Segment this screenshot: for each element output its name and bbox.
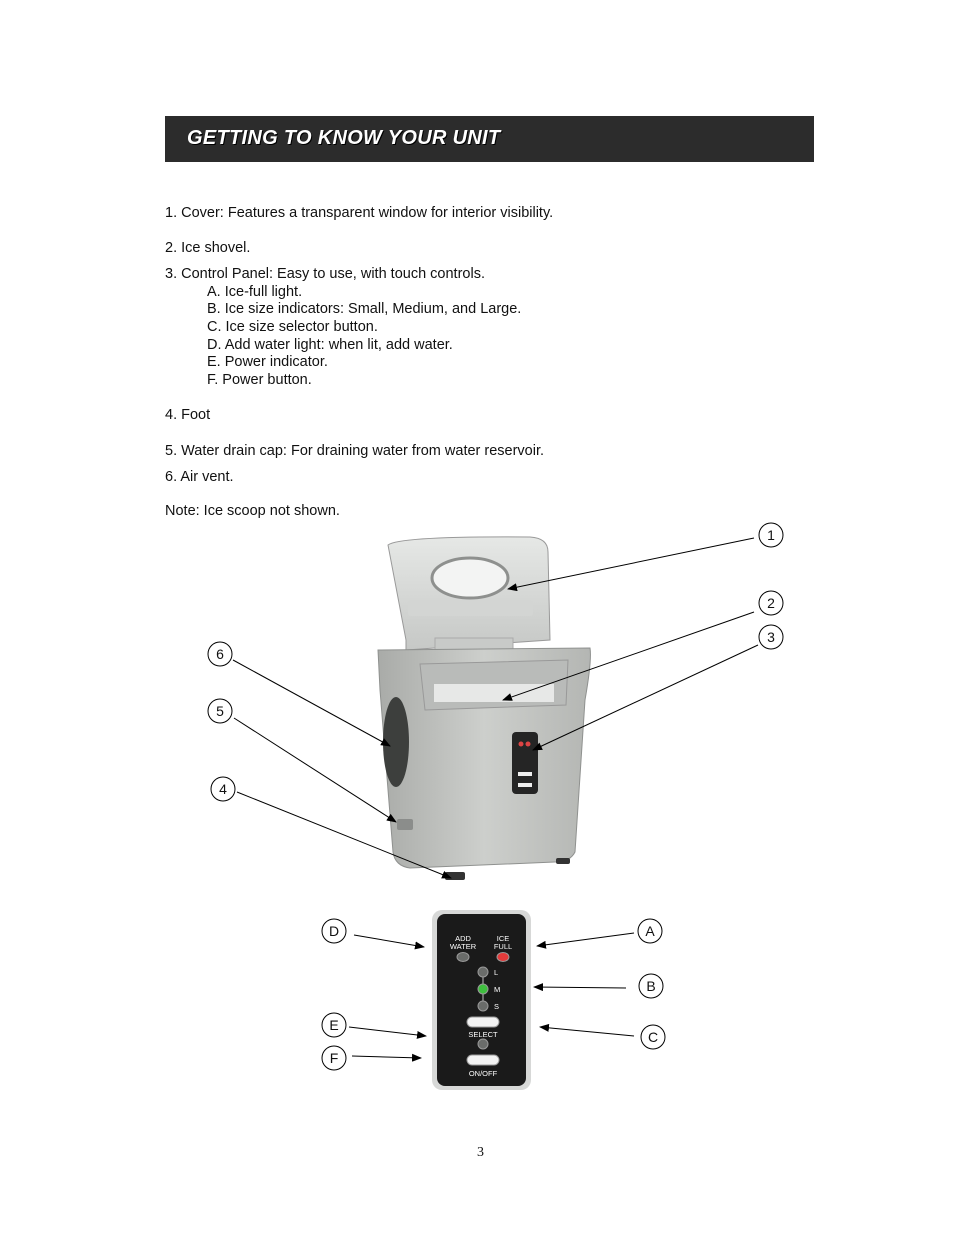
lid-window — [432, 558, 508, 598]
section-title: GETTING TO KNOW YOUR UNIT — [187, 127, 501, 149]
svg-text:4: 4 — [219, 781, 227, 797]
callout-b — [639, 974, 663, 998]
medium-led — [478, 984, 488, 994]
lid-label-area — [408, 600, 533, 616]
arrow-a — [537, 933, 634, 946]
add-water-led — [457, 953, 469, 962]
ice-full-label-1: ICE — [496, 934, 510, 943]
item-cover: 1. Cover: Features a transparent window for interior visibility. — [165, 205, 554, 221]
page-number: 3 — [477, 1145, 484, 1160]
item-shovel: 2. Ice shovel. — [165, 240, 251, 256]
callout-3 — [759, 625, 783, 649]
callout-d — [322, 919, 346, 943]
callout-f — [322, 1046, 346, 1070]
ice-maker-illustration — [378, 537, 590, 880]
add-water-label-2: WATER — [449, 942, 477, 951]
svg-text:5: 5 — [216, 703, 224, 719]
drain-cap-shape — [397, 819, 413, 830]
ice-full-label-2: FULL — [493, 942, 513, 951]
size-label-l: L — [494, 968, 499, 977]
svg-text:C: C — [647, 1029, 659, 1045]
item-control-panel: 3. Control Panel: Easy to use, with touch controls. — [165, 266, 485, 282]
svg-text:E: E — [329, 1017, 339, 1033]
arrow-6 — [233, 660, 390, 746]
arrow-e — [349, 1027, 426, 1036]
size-label-m: M — [494, 985, 501, 994]
sub-item-e: E. Power indicator. — [207, 354, 328, 370]
size-label-s: S — [494, 1002, 500, 1011]
item-drain: 5. Water drain cap: For draining water from water reservoir. — [165, 443, 545, 459]
sub-item-f: F. Power button. — [207, 372, 312, 388]
callout-6 — [208, 642, 232, 666]
sub-item-a: A. Ice-full light. — [207, 284, 303, 300]
select-label: SELECT — [468, 1030, 498, 1039]
callout-2 — [759, 591, 783, 615]
add-water-label-1: ADD — [455, 934, 471, 943]
svg-text:B: B — [646, 978, 656, 994]
callout-a — [638, 919, 662, 943]
arrow-b — [534, 987, 626, 988]
select-button[interactable] — [467, 1017, 499, 1027]
ice-full-led — [497, 953, 509, 962]
arrow-d — [354, 935, 424, 947]
ice-shovel-shape — [434, 684, 554, 702]
svg-text:1: 1 — [767, 527, 775, 543]
item-foot: 4. Foot — [165, 407, 211, 423]
control-panel-closeup — [432, 910, 531, 1090]
onoff-button[interactable] — [467, 1055, 499, 1065]
small-led — [478, 1001, 488, 1011]
callout-e — [322, 1013, 346, 1037]
svg-text:6: 6 — [216, 646, 224, 662]
callout-c — [641, 1025, 665, 1049]
large-led — [478, 967, 488, 977]
callout-4 — [211, 777, 235, 801]
item-vent: 6. Air vent. — [165, 469, 234, 485]
callout-5 — [208, 699, 232, 723]
note: Note: Ice scoop not shown. — [165, 503, 340, 519]
svg-text:A: A — [645, 923, 655, 939]
onoff-label: ON/OFF — [468, 1069, 498, 1078]
sub-item-c: C. Ice size selector button. — [207, 319, 378, 335]
callout-1 — [759, 523, 783, 547]
air-vent-shape — [383, 697, 409, 787]
arrow-c — [540, 1027, 634, 1036]
svg-text:D: D — [328, 923, 340, 939]
foot-shape — [445, 872, 465, 880]
svg-text:2: 2 — [767, 595, 775, 611]
sub-item-b: B. Ice size indicators: Small, Medium, and Large. — [207, 301, 522, 317]
sub-item-d: D. Add water light: when lit, add water. — [207, 337, 453, 353]
svg-text:3: 3 — [767, 629, 775, 645]
arrow-5 — [234, 718, 396, 822]
power-led — [478, 1039, 488, 1049]
svg-text:F: F — [329, 1050, 339, 1066]
arrow-f — [352, 1056, 421, 1058]
